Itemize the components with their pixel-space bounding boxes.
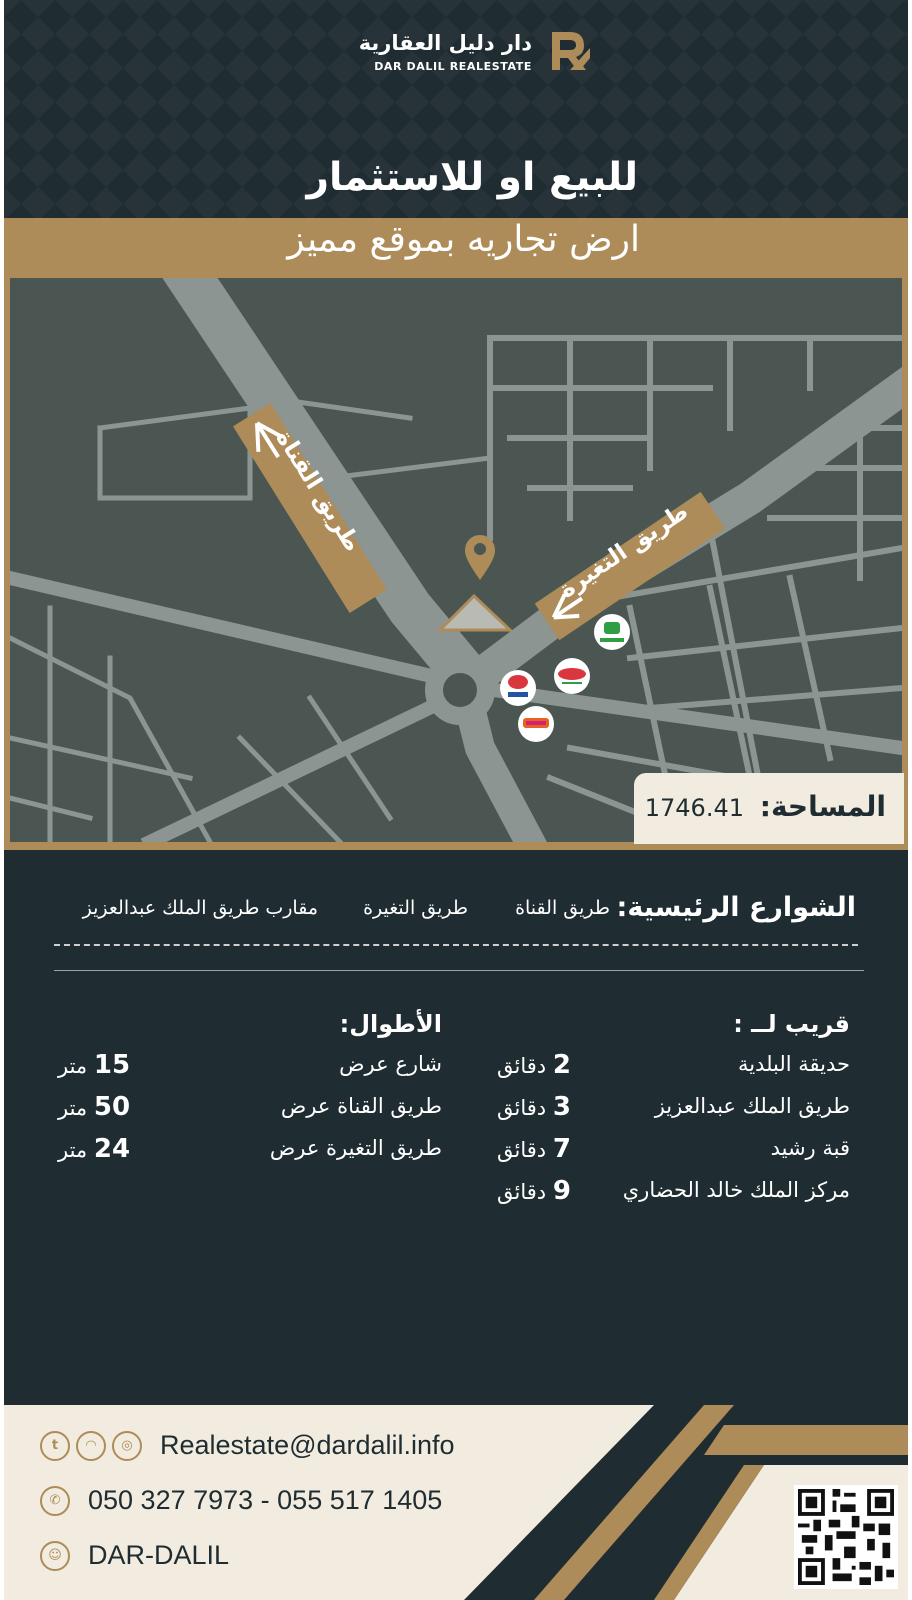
phone-numbers[interactable]: 050 327 7973 - 055 517 1405: [88, 1485, 443, 1515]
street-item: طريق التغيرة: [363, 897, 468, 919]
snapchat-icon[interactable]: ◠: [76, 1431, 106, 1461]
brand-logo-herfy: [500, 670, 536, 706]
info-section: [4, 850, 908, 1405]
length-item-value: 50 متر: [58, 1092, 131, 1122]
qr-code[interactable]: [794, 1485, 898, 1589]
near-item-label: قبة رشيد: [770, 1136, 850, 1160]
map: [10, 278, 902, 842]
near-item-label: طريق الملك عبدالعزيز: [654, 1094, 850, 1118]
near-item-label: حديقة البلدية: [737, 1052, 850, 1076]
user-icon: ☺: [40, 1541, 70, 1571]
street-item: طريق القناة: [515, 897, 610, 919]
length-item-label: شارع عرض: [339, 1052, 442, 1076]
area-box: [634, 773, 904, 844]
instagram-icon[interactable]: ◎: [112, 1431, 142, 1461]
header: [4, 0, 908, 218]
length-item-value: 24 متر: [58, 1134, 131, 1164]
road-label-qanah: طريق القناة: [270, 425, 366, 557]
social-handle[interactable]: DAR-DALIL: [88, 1540, 230, 1570]
footer: [4, 1405, 908, 1600]
email-row: [40, 1430, 455, 1461]
twitter-icon[interactable]: t: [40, 1431, 70, 1461]
main-streets-title: الشوارع الرئيسية:: [616, 892, 856, 923]
dashed-divider: [54, 944, 858, 946]
headline: للبيع او للاستثمار: [306, 155, 638, 200]
near-item-value: 9 دقائق: [497, 1176, 571, 1206]
street-item: مقارب طريق الملك عبدالعزيز: [82, 897, 318, 919]
area-label: المساحة:: [759, 790, 886, 823]
road-label-taghirah: طريق التغيرة: [554, 498, 694, 604]
logo: [334, 28, 594, 78]
phone-row: [40, 1485, 442, 1516]
phone-icon: ✆: [40, 1486, 70, 1516]
near-item-value: 2 دقائق: [497, 1050, 571, 1080]
length-item-label: طريق التغيرة عرض: [269, 1136, 442, 1160]
brand-logo-panda: [594, 614, 630, 650]
brand-name-arabic: دار دليل العقارية: [358, 31, 532, 55]
brand-logo-krispy-kreme: [554, 658, 590, 694]
brand-logo-dunkin: [518, 706, 554, 742]
length-item-value: 15 متر: [58, 1050, 131, 1080]
near-item-value: 7 دقائق: [497, 1134, 571, 1164]
subtitle: ارض تجاريه بموقع مميز: [287, 219, 640, 260]
near-item-label: مركز الملك خالد الحضاري: [622, 1178, 850, 1202]
logo-mark-icon: [546, 28, 594, 74]
brand-name-english: DAR DALIL REALESTATE: [374, 60, 532, 73]
length-item-label: طريق القناة عرض: [280, 1094, 442, 1118]
subtitle-band: [4, 218, 908, 276]
near-item-value: 3 دقائق: [497, 1092, 571, 1122]
map-frame: [4, 276, 908, 850]
handle-row: [40, 1540, 229, 1571]
email-link[interactable]: Realestate@dardalil.info: [160, 1430, 455, 1460]
area-value: 1746.41: [644, 794, 744, 822]
near-title: قريب لــ :: [733, 1010, 850, 1038]
divider: [54, 970, 864, 971]
lengths-title: الأطوال:: [339, 1010, 442, 1038]
